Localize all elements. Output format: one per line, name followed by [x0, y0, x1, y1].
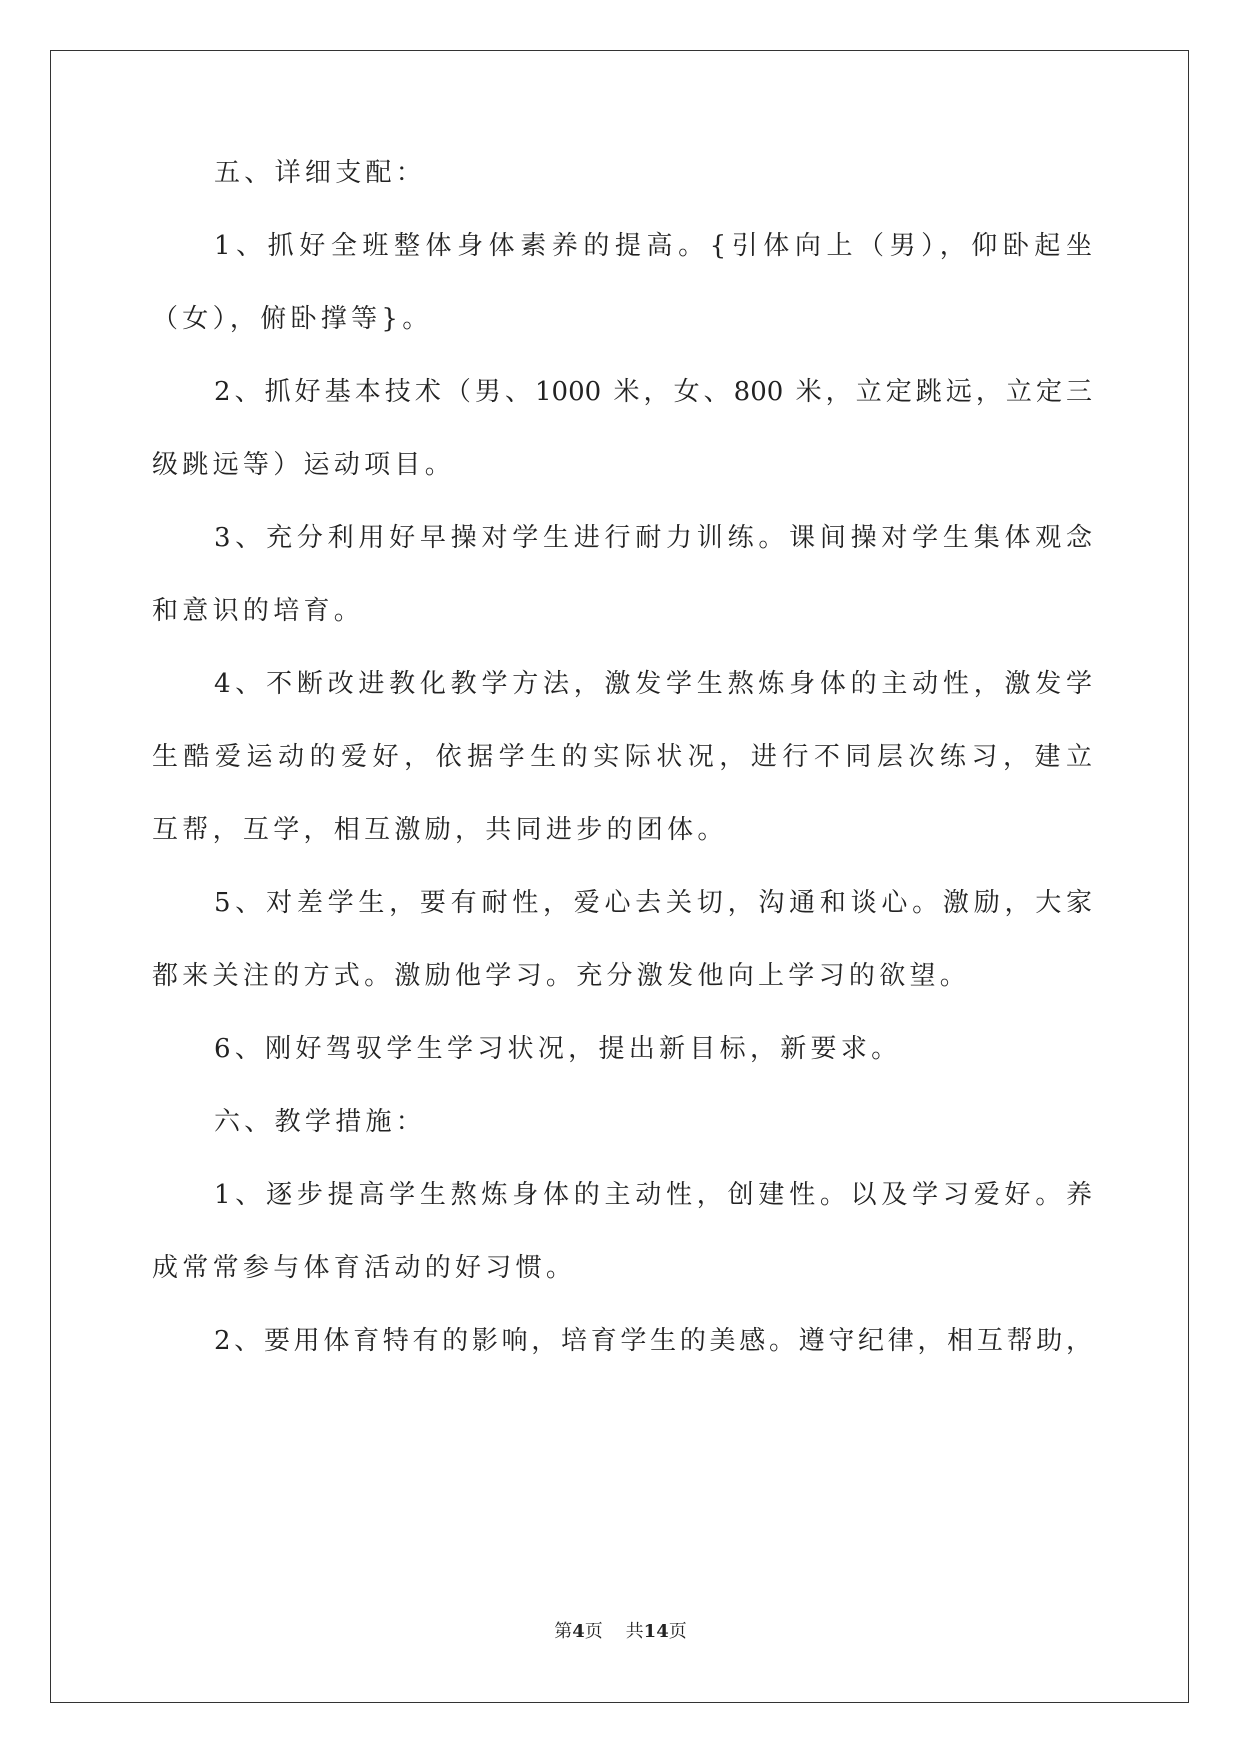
- paragraph-line: 2、要用体育特有的影响，培育学生的美感。遵守纪律，相互帮助，: [214, 1326, 1092, 1356]
- paragraph-line: 6、刚好驾驭学生学习状况，提出新目标，新要求。: [214, 1034, 902, 1064]
- footer-page-suffix: 页: [584, 1621, 603, 1642]
- paragraph-line: 4、不断改进教化教学方法，激发学生熬炼身体的主动性，激发学: [214, 669, 1092, 699]
- page-footer: [0, 1617, 1241, 1643]
- footer-total-pages: 14: [643, 1621, 669, 1642]
- page-frame: [50, 50, 1189, 1703]
- paragraph-line: 和意识的培育。: [152, 596, 365, 626]
- footer-prefix: 第: [554, 1621, 573, 1642]
- paragraph-line: 级跳远等）运动项目。: [152, 450, 456, 480]
- paragraph-line: 都来关注的方式。激励他学习。充分激发他向上学习的欲望。: [152, 961, 971, 991]
- paragraph-line: 5、对差学生，要有耐性，爱心去关切，沟通和谈心。激励，大家: [214, 888, 1092, 918]
- paragraph-line: 1、逐步提高学生熬炼身体的主动性，创建性。以及学习爱好。养: [214, 1180, 1092, 1210]
- paragraph-line: 互帮，互学，相互激励，共同进步的团体。: [152, 815, 728, 845]
- section-heading-six: 六、教学措施：: [214, 1107, 427, 1137]
- paragraph-line: 成常常参与体育活动的好习惯。: [152, 1253, 577, 1283]
- paragraph-line: 生酷爱运动的爱好，依据学生的实际状况，进行不同层次练习，建立: [152, 742, 1092, 772]
- paragraph-line: 1、抓好全班整体身体素养的提高。{引体向上（男），仰卧起坐: [214, 231, 1092, 261]
- footer-page-number: 4: [572, 1621, 585, 1642]
- footer-total-prefix: 共: [625, 1621, 644, 1642]
- footer-total-suffix: 页: [668, 1621, 687, 1642]
- paragraph-line: （女），俯卧撑等}。: [152, 304, 433, 334]
- paragraph-line: 2、抓好基本技术（男、1000 米，女、800 米，立定跳远，立定三: [214, 377, 1092, 407]
- section-heading-five: 五、详细支配：: [214, 158, 427, 188]
- paragraph-line: 3、充分利用好早操对学生进行耐力训练。课间操对学生集体观念: [214, 523, 1092, 553]
